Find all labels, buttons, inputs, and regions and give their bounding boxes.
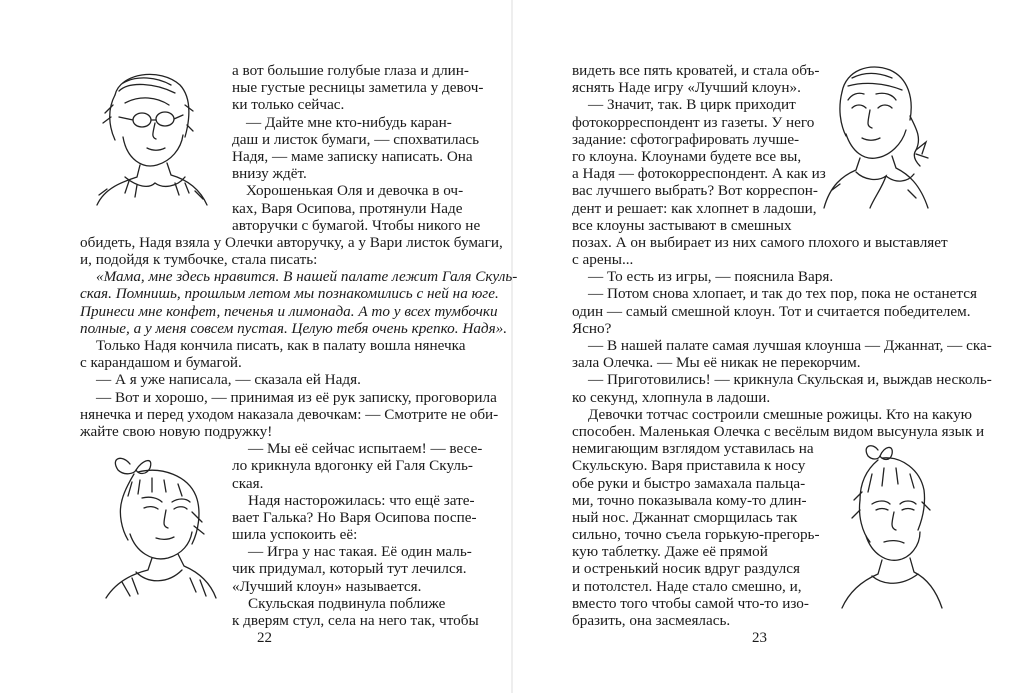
text-line: Скульская подвинула поближе [248, 594, 446, 612]
text-line: «Лучший клоун» называется. [232, 577, 422, 595]
text-line: — Дайте мне кто-нибудь каран- [246, 113, 452, 131]
text-line: чик придумал, который тут лечился. [232, 560, 467, 578]
text-line: жайте свою новую подружку! [80, 422, 273, 440]
text-line: — Приготовились! — крикнула Скульская и, выждав несколь- [588, 371, 992, 389]
letter-line: полные, а у меня совсем пустая. Целую тебя очень крепко. Надя». [80, 319, 508, 337]
text-line: Ясно? [572, 319, 612, 337]
text-line: Только Надя кончила писать, как в палату вошла нянечка [96, 337, 466, 354]
letter-line: ская. Помнишь, прошлым летом мы познакомились с ней на юге. [80, 285, 499, 303]
text-line: — То есть из игры, — пояснила Варя. [588, 268, 834, 286]
text-line: все клоуны застывают в смешных [572, 216, 792, 234]
text-line: и потолстел. Наде стало смешно, и, [572, 577, 802, 595]
text-line: нянечка и перед уходом наказала девочкам: — Смотрите не оби- [80, 405, 499, 423]
text-line: авторучки с бумагой. Чтобы никого не [232, 216, 481, 234]
text-line: ло крикнула вдогонку ей Галя Скуль- [232, 457, 473, 475]
text-line: и, подойдя к тумбочке, стала писать: [80, 251, 318, 269]
text-line: к дверям стул, села на него так, чтобы [232, 612, 479, 629]
illustration-girl-bow [92, 452, 222, 602]
text-line: Надя, — маме записку написать. Она [232, 147, 473, 165]
text-line: вместо того чтобы самой что-то изо- [572, 594, 809, 612]
text-line: шила успокоить её: [232, 526, 358, 544]
text-line: Скульскую. Варя приставила к носу [572, 457, 806, 475]
text-line: го клоуна. Клоунами будете все вы, [572, 147, 802, 165]
text-line: — Вот и хорошо, — принимая из её рук записку, проговорила [96, 388, 497, 406]
text-line: вас лучшего выбрать? Вот корреспон- [572, 182, 818, 200]
text-line: ми, точно показывала кому-то длин- [572, 491, 807, 509]
letter-line: Принеси мне конфет, печенья и лимонада. А то у всех тумбочки [80, 302, 498, 320]
text-line: обе руки и быстро замахала пальца- [572, 474, 806, 492]
text-line: а вот большие голубые глаза и длин- [232, 62, 469, 79]
text-line: с карандашом и бумагой. [80, 354, 242, 372]
text-line: ные густые ресницы заметила у девоч- [232, 79, 484, 97]
text-line: а Надя — фотокорреспондент. А как из [572, 165, 826, 183]
illustration-girl-glasses [85, 65, 213, 210]
text-line: позах. А он выбирает из них самого плохого и выставляет [572, 233, 948, 251]
text-line: обидеть, Надя взяла у Олечки авторучку, а у Вари листок бумаги, [80, 233, 503, 251]
text-line: способен. Маленькая Олечка с весёлым видом высунула язык и [572, 422, 985, 440]
text-line: — Мы её сейчас испытаем! — весе- [248, 440, 483, 458]
text-line: — В нашей палате самая лучшая клоунша — Джаннат, — ска- [588, 337, 992, 354]
text-line: — Значит, так. В цирк приходит [588, 96, 796, 114]
text-line: Девочки тотчас состроили смешные рожицы. Кто на какую [588, 405, 973, 423]
text-line: и остренький носик вдруг раздулся [572, 560, 800, 578]
text-line: ный нос. Джаннат сморщилась так [572, 508, 798, 526]
text-line: немигающим взглядом уставилась на [572, 440, 814, 458]
text-line: — Игра у нас такая. Её один маль- [248, 543, 472, 561]
text-line: бразить, она засмеялась. [572, 612, 731, 629]
text-line: Хорошенькая Оля и девочка в оч- [246, 182, 464, 200]
text-line: фотокорреспондент из газеты. У него [572, 113, 815, 131]
text-line: вает Галька? Но Варя Осипова поспе- [232, 508, 477, 526]
text-line: кую таблетку. Даже её прямой [572, 543, 768, 561]
page-number: 22 [257, 630, 272, 646]
text-line: ки только сейчас. [232, 96, 345, 114]
text-line: ская. [232, 474, 264, 492]
text-line: внизу ждёт. [232, 165, 307, 183]
text-line: сильно, точно съела горькую-прегорь- [572, 526, 820, 544]
letter-line: «Мама, мне здесь нравится. В нашей палате лежит Галя Скуль- [96, 268, 518, 286]
text-line: — А я уже написала, — сказала ей Надя. [96, 371, 361, 389]
text-line: один — самый смешной клоун. Тот и считается победителем. [572, 302, 971, 320]
text-line: ко секунд, хлопнула в ладоши. [572, 388, 771, 406]
text-line: Надя насторожилась: что ещё зате- [248, 491, 475, 509]
illustration-girl-braid [812, 58, 937, 213]
text-line: с арены... [572, 251, 634, 269]
text-line: видеть все пять кроватей, и стала объ- [572, 62, 820, 79]
text-line: зала Олечка. — Мы её никак не перекорчим. [572, 354, 861, 372]
page-number: 23 [752, 630, 767, 646]
text-line: ках, Варя Осипова, протянули Наде [232, 199, 463, 217]
text-line: яснять Наде игру «Лучший клоун». [572, 79, 801, 97]
illustration-girl-frown [832, 440, 947, 610]
text-line: — Потом снова хлопает, и так до тех пор, пока не останется [588, 285, 977, 303]
right-page [512, 0, 1024, 693]
text-line: даш и листок бумаги, — спохватилась [232, 130, 480, 148]
text-line: задание: сфотографировать лучше- [572, 130, 800, 148]
text-line: дент и решает: как хлопнет в ладоши, [572, 199, 817, 217]
